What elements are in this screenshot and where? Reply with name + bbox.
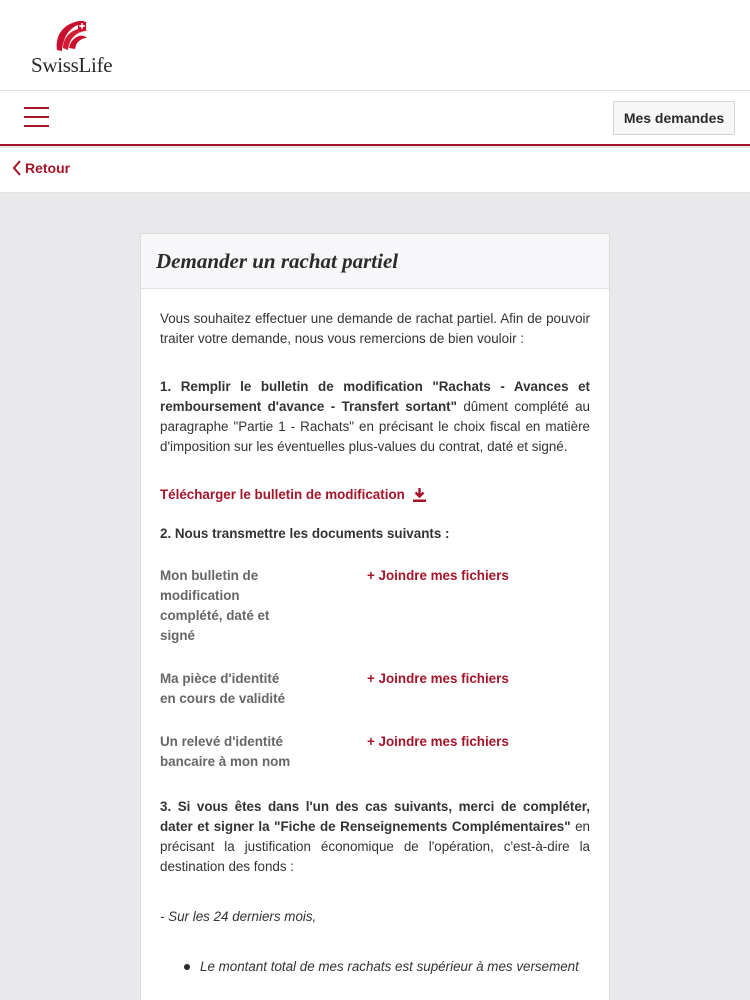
conditions-list <box>160 957 590 977</box>
card-header <box>141 234 609 289</box>
intro-text: Vous souhaitez effectuer une demande de rachat partiel. Afin de pouvoir traiter votre demande, nous vous remercions de bien vouloir : <box>160 311 590 346</box>
my-requests-button[interactable]: Mes demandes <box>613 101 735 135</box>
hamburger-line <box>24 107 49 109</box>
back-label: Retour <box>25 160 71 176</box>
document-row <box>160 732 590 772</box>
step-3-text <box>160 797 590 877</box>
hamburger-line <box>24 125 49 127</box>
attach-files-button[interactable]: + Joindre mes fichiers <box>367 568 509 583</box>
swisslife-logo[interactable] <box>31 18 121 78</box>
step-1-details: dûment complété au paragraphe "Partie 1 - Rachats" en précisant le choix fiscal en matière d'imposition sur les éventuelles plus-values du contrat, daté et signé. <box>160 399 590 454</box>
step-3-title: 3. Si vous êtes dans l'un des cas suivants, merci de compléter, dater et signer la "Fiche de Renseignements Complémentaires" <box>160 799 590 834</box>
download-icon <box>413 488 426 502</box>
document-label: Un relevé d'identité bancaire à mon nom <box>160 734 291 769</box>
step-1-title: 1. Remplir le bulletin de modification "Rachats - Avances et remboursement d'avance - Transfert sortant" <box>160 379 590 414</box>
chevron-left-icon <box>12 160 22 176</box>
hamburger-line <box>24 116 49 118</box>
step-2-title: 2. Nous transmettre les documents suivants : <box>160 526 450 541</box>
document-label: Ma pièce d'identité en cours de validité <box>160 671 286 706</box>
swisslife-logo-icon <box>51 18 91 54</box>
page-title: Demander un rachat partiel <box>156 249 399 273</box>
period-text: - Sur les 24 derniers mois, <box>160 909 317 924</box>
hamburger-icon[interactable] <box>24 105 50 129</box>
partial-surrender-card <box>140 233 610 1000</box>
document-row <box>160 669 590 709</box>
back-bar <box>0 148 750 193</box>
step-1-text <box>160 377 590 457</box>
attach-files-button[interactable]: + Joindre mes fichiers <box>367 734 509 749</box>
download-form-label: Télécharger le bulletin de modification <box>160 487 405 502</box>
list-item: Le montant total de mes rachats est supérieur à mes versement <box>160 957 590 977</box>
document-row <box>160 566 590 646</box>
document-label: Mon bulletin de modification complété, daté et signé <box>160 568 270 643</box>
card-body <box>141 289 609 977</box>
download-form-link[interactable] <box>160 485 426 505</box>
brand-header <box>0 0 750 91</box>
attach-files-button[interactable]: + Joindre mes fichiers <box>367 671 509 686</box>
step-3-details: en précisant la justification économique de l'opération, c'est-à-dire la destination des fonds : <box>160 819 590 874</box>
brand-name: SwissLife <box>31 53 113 77</box>
back-link[interactable] <box>12 158 70 178</box>
top-nav <box>0 91 750 146</box>
